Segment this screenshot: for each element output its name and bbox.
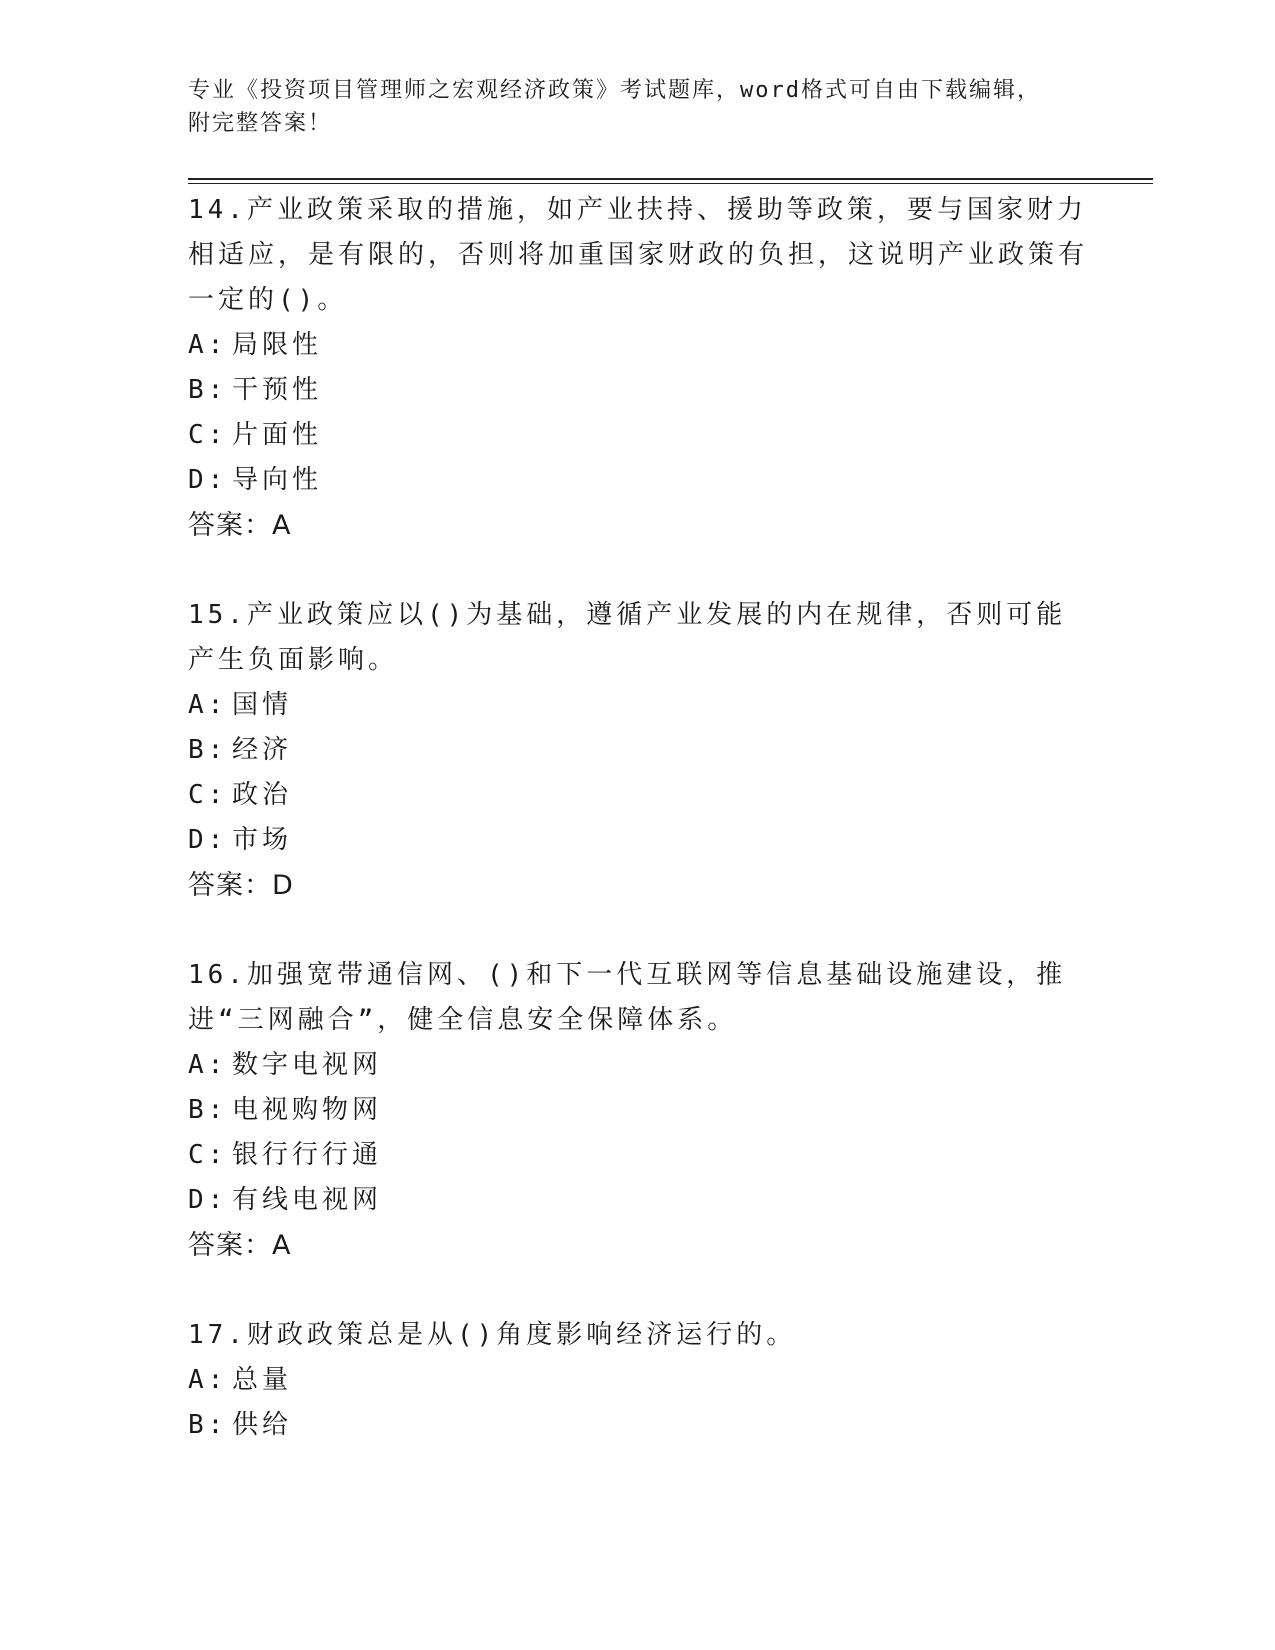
option-letter: D: [188, 465, 228, 495]
option-text: 银行行行通 [232, 1140, 383, 1170]
question-stem: 14.产业政策采取的措施，如产业扶持、援助等政策，要与国家财力相适应，是有限的，否则将加重国家财政的负担，这说明产业政策有一定的()。 [188, 195, 1089, 315]
header-divider-thin [188, 183, 1153, 184]
option-text: 数字电视网 [232, 1050, 383, 1080]
option-letter: C: [188, 1140, 228, 1170]
option-letter: B: [188, 375, 228, 405]
answer-line: 答案：A [188, 1230, 292, 1261]
option-text: 导向性 [232, 465, 323, 495]
option-b [188, 1403, 1088, 1448]
option-c [188, 1133, 1088, 1178]
option-b [188, 728, 1088, 773]
question-stem: 17.财政政策总是从()角度影响经济运行的。 [188, 1320, 797, 1350]
option-d [188, 818, 1088, 863]
header-line-1: 专业《投资项目管理师之宏观经济政策》考试题库，word格式可自由下载编辑， [188, 78, 1041, 103]
option-text: 有线电视网 [232, 1185, 383, 1215]
option-text: 市场 [232, 825, 293, 855]
option-letter: A: [188, 1365, 228, 1395]
option-a [188, 1043, 1088, 1088]
option-d [188, 1178, 1088, 1223]
question-16 [188, 953, 1088, 1269]
option-text: 电视购物网 [232, 1095, 383, 1125]
document-header [188, 74, 1088, 140]
option-a [188, 323, 1088, 368]
question-list [188, 188, 1088, 1492]
option-text: 片面性 [232, 420, 323, 450]
header-line-2: 附完整答案！ [188, 111, 333, 136]
option-text: 供给 [232, 1410, 293, 1440]
option-letter: C: [188, 780, 228, 810]
option-d [188, 458, 1088, 503]
option-letter: B: [188, 1095, 228, 1125]
answer-line: 答案：D [188, 870, 294, 901]
option-text: 局限性 [232, 330, 323, 360]
option-letter: A: [188, 690, 228, 720]
option-b [188, 1088, 1088, 1133]
question-15 [188, 593, 1088, 909]
option-text: 干预性 [232, 375, 323, 405]
option-a [188, 683, 1088, 728]
option-letter: A: [188, 1050, 228, 1080]
option-letter: B: [188, 735, 228, 765]
option-letter: C: [188, 420, 228, 450]
option-c [188, 773, 1088, 818]
option-text: 总量 [232, 1365, 293, 1395]
option-c [188, 413, 1088, 458]
question-17 [188, 1313, 1088, 1448]
question-stem: 15.产业政策应以()为基础，遵循产业发展的内在规律，否则可能产生负面影响。 [188, 600, 1067, 675]
header-divider-thick [188, 178, 1153, 180]
option-a [188, 1358, 1088, 1403]
question-stem: 16.加强宽带通信网、()和下一代互联网等信息基础设施建设，推进“三网融合”，健全信息安全保障体系。 [188, 960, 1067, 1035]
option-text: 经济 [232, 735, 293, 765]
option-letter: D: [188, 1185, 228, 1215]
option-letter: D: [188, 825, 228, 855]
option-letter: B: [188, 1410, 228, 1440]
option-letter: A: [188, 330, 228, 360]
question-14 [188, 188, 1088, 549]
option-text: 政治 [232, 780, 293, 810]
option-text: 国情 [232, 690, 293, 720]
answer-line: 答案：A [188, 510, 292, 541]
option-b [188, 368, 1088, 413]
